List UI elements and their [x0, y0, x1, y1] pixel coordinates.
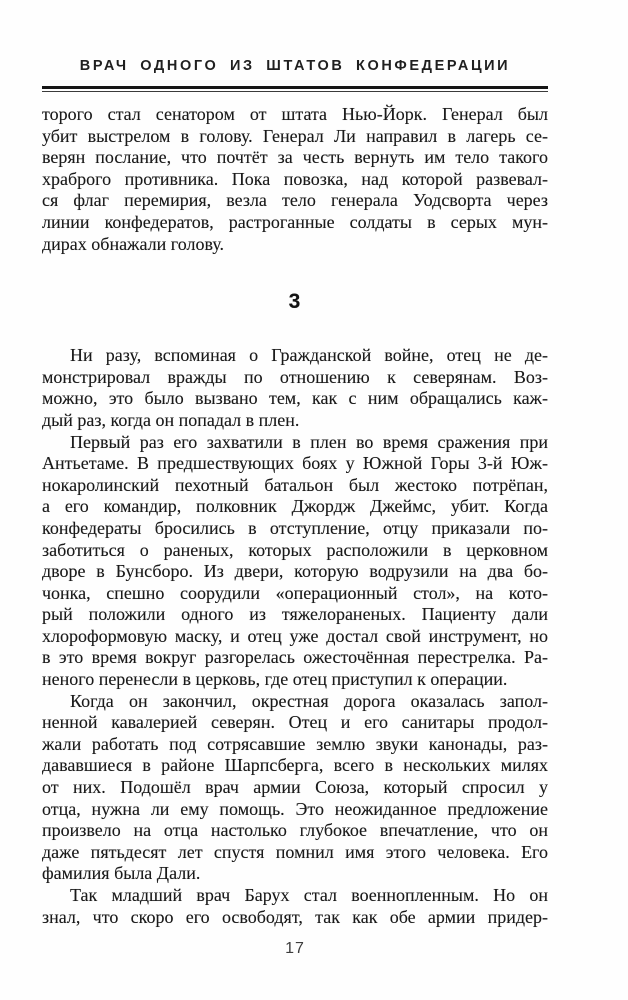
text-line: убит выстрелом в голову. Генерал Ли направил в лагерь се- — [42, 125, 548, 146]
paragraph — [42, 691, 548, 885]
text-line: ненной кавалерией северян. Отец и его санитары продол- — [42, 712, 548, 733]
text-line: знал, что скоро его освободят, так как обе армии придер- — [42, 906, 548, 927]
text-line: торого стал сенатором от штата Нью-Йорк. Генерал был — [42, 104, 548, 124]
text-line: Ни разу, вспоминая о Гражданской войне, отец не де- — [70, 345, 548, 366]
text-line: дворе в Бунсборо. Из двери, которую водрузили на два бо- — [42, 561, 548, 582]
paragraph — [42, 345, 548, 431]
text-line: линии конфедератов, растроганные солдаты в серых мун- — [42, 211, 548, 232]
header-rule — [42, 86, 548, 92]
text-line: нокаролинский пехотный батальон был жестоко потрёпан, — [42, 474, 548, 495]
text-line: отца, нужна ли ему помощь. Это неожиданное предложение — [42, 798, 548, 819]
text-line: монстрировал вражды по отношению к северянам. Воз- — [42, 366, 548, 387]
running-head: ВРАЧ ОДНОГО ИЗ ШТАТОВ КОНФЕДЕРАЦИИ — [79, 58, 511, 74]
paragraph — [42, 104, 548, 255]
text-line: рый положили одного из тяжелораненых. Пациенту дали — [42, 604, 548, 625]
text-line: Первый раз его захватили в плен во время сражения при — [70, 431, 548, 452]
text-line: Антьетаме. В предшествующих боях у Южной Горы 3-й Юж- — [42, 453, 548, 474]
text-line: верян послание, что почтёт за честь вернуть им тело такого — [42, 147, 548, 168]
paragraph — [42, 885, 548, 928]
text-line: конфедераты бросились в отступление, отцу приказали по- — [42, 517, 548, 538]
text-line: даже пятьдесят лет спустя помнил имя этого человека. Его — [42, 841, 548, 862]
page-number: 17 — [285, 940, 305, 957]
text-line: в это время вокруг разгорелась ожесточённая перестрелка. Ра- — [42, 647, 548, 668]
text-line: ся флаг перемирия, везла тело генерала Уодсворта через — [42, 190, 548, 211]
text-line: дый раз, когда он попадал в плен. — [42, 409, 300, 430]
text-line: фамилия была Дали. — [42, 863, 201, 884]
text-line: неного перенесли в церковь, где отец приступил к операции. — [42, 669, 508, 690]
text-line: от них. Подошёл врач армии Союза, который спросил у — [42, 777, 548, 798]
text-line: хлороформовую маску, и отец уже достал свой инструмент, но — [42, 625, 548, 646]
text-line: дававшиеся в районе Шарпсберга, всего в нескольких милях — [42, 755, 548, 776]
text-line: чонка, спешно соорудили «операционный стол», на кото- — [42, 582, 548, 603]
body-text — [42, 104, 548, 928]
paragraph — [42, 432, 548, 691]
text-line: храброго противника. Пока повозка, над которой развевал- — [42, 168, 548, 189]
text-line: заботиться о раненых, которых расположили в церковном — [42, 539, 548, 560]
text-line: а его командир, полковник Джордж Джеймс, убит. Когда — [42, 496, 548, 517]
text-line: дирах обнажали голову. — [42, 233, 225, 254]
text-line: Так младший врач Барух стал военнопленным. Но он — [70, 885, 548, 905]
text-line: Когда он закончил, окрестная дорога оказалась запол- — [70, 690, 548, 711]
section-number: 3 — [288, 290, 302, 314]
text-line: произвело на отца настолько глубокое впечатление, что он — [42, 820, 548, 841]
text-line: можно, это было вызвано тем, как с ним обращались каж- — [42, 388, 548, 409]
text-line: жали работать под сотрясавшие землю звуки канонады, раз- — [42, 733, 548, 754]
